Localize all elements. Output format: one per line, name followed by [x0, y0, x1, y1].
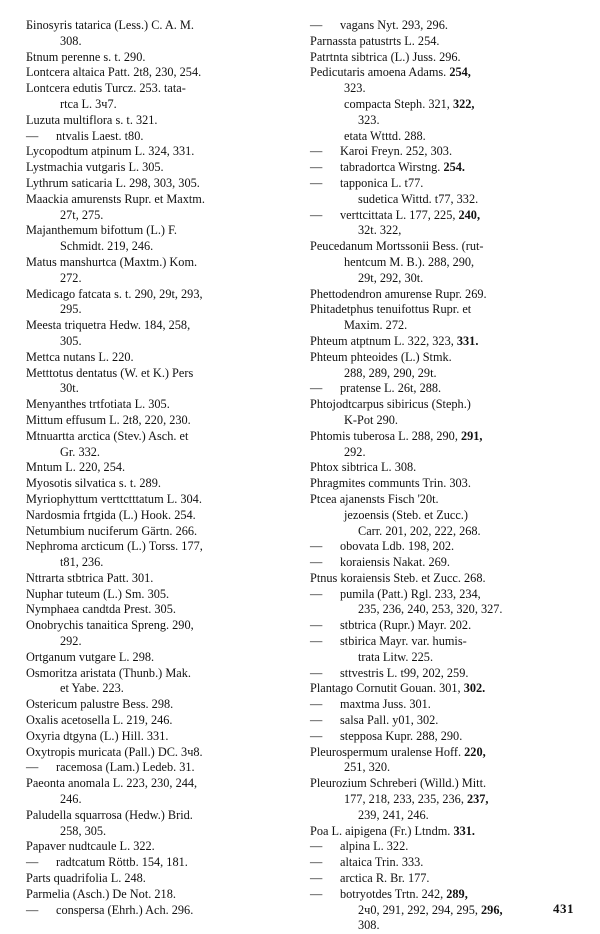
entry-text: Lontcera edutis Turcz. 253. tata- — [26, 81, 186, 96]
dash-marker: — — [310, 728, 323, 743]
entry-text: 2ч0, 291, 292, 294, 295, — [358, 902, 482, 917]
entry-text: Osmoritza aristata (Thunb.) Mak. — [26, 665, 191, 680]
index-entry — [310, 666, 572, 681]
entry-text: Oxalis acetosella L. 219, 246. — [26, 713, 173, 728]
entry-text: Maxim. 272. — [344, 318, 408, 333]
index-entry — [26, 666, 288, 681]
entry-text: Carr. 201, 202, 222, 268. — [358, 523, 481, 538]
index-entry — [26, 539, 288, 554]
entry-text: jezoensis (Steb. et Zucc.) — [344, 507, 468, 522]
entry-text: Parts quadrifolia L. 248. — [26, 871, 146, 886]
entry-text-bold: 254, — [449, 65, 471, 80]
index-entry — [26, 729, 288, 744]
entry-text: Lystmachia vutgaris L. 305. — [26, 160, 164, 175]
entry-text: alpina L. 322. — [340, 839, 409, 854]
index-entry — [26, 129, 288, 144]
entry-text: obovata Ldb. 198, 202. — [340, 539, 455, 554]
entry-text: Ptcea ajanensts Fisch '20t. — [310, 491, 439, 506]
index-entry — [26, 571, 288, 586]
index-entry — [26, 650, 288, 665]
index-entry — [310, 129, 572, 144]
index-entry — [310, 192, 572, 207]
entry-text: stepposa Kupr. 288, 290. — [340, 728, 463, 743]
index-entry — [26, 192, 288, 207]
index-entry — [310, 413, 572, 428]
index-entry — [310, 855, 572, 870]
index-entry — [26, 366, 288, 381]
index-entry — [26, 697, 288, 712]
dash-marker: — — [310, 697, 323, 712]
index-entry — [310, 334, 572, 349]
entry-text: Meesta triquetra Hedw. 184, 258, — [26, 318, 191, 333]
index-entry — [26, 208, 288, 223]
entry-text: 272. — [60, 270, 82, 285]
index-entry — [310, 713, 572, 728]
entry-text: Ostericum palustre Bess. 298. — [26, 697, 174, 712]
index-entry — [26, 429, 288, 444]
entry-text-bold: 220, — [464, 744, 486, 759]
index-entry — [26, 508, 288, 523]
entry-text: Nardosmia frtgida (L.) Hook. 254. — [26, 507, 196, 522]
entry-text: Nephroma arcticum (L.) Torss. 177, — [26, 539, 203, 554]
entry-text: 239, 241, 246. — [358, 807, 429, 822]
index-entry — [26, 50, 288, 65]
index-entry — [310, 350, 572, 365]
entry-text-bold: 291, — [460, 428, 483, 443]
entry-text: et Yabe. 223. — [60, 681, 124, 696]
index-entry — [310, 839, 572, 854]
entry-text: Pedicutaris amoena Adams. — [310, 65, 450, 80]
entry-text: 246. — [60, 792, 82, 807]
dash-marker: — — [310, 539, 323, 554]
entry-text: 251, 320. — [344, 760, 391, 775]
index-entry — [26, 492, 288, 507]
index-entry — [310, 176, 572, 191]
entry-text: 308. — [60, 33, 82, 48]
index-entry — [310, 650, 572, 665]
index-entry — [310, 555, 572, 570]
entry-text: Phragmites communts Trin. 303. — [310, 476, 471, 491]
entry-text: 258, 305. — [60, 823, 107, 838]
entry-text: 177, 218, 233, 235, 236, — [344, 792, 467, 807]
entry-text: K-Pot 290. — [344, 412, 398, 427]
index-entry — [26, 887, 288, 902]
entry-text: Ptnus koraiensis Steb. et Zucc. 268. — [310, 570, 486, 585]
entry-text-bold: 289, — [446, 886, 468, 901]
entry-text: Nuphar tuteum (L.) Sm. 305. — [26, 586, 170, 601]
dash-marker: — — [26, 128, 39, 143]
entry-text: Gr. 332. — [60, 444, 100, 459]
entry-text: Papaver nudtcaule L. 322. — [26, 839, 155, 854]
entry-text: 292. — [344, 444, 366, 459]
index-entry — [26, 903, 288, 918]
index-entry — [26, 160, 288, 175]
index-entry — [26, 318, 288, 333]
index-entry — [26, 350, 288, 365]
index-entry — [26, 302, 288, 317]
entry-text: verttcittata L. 177, 225, — [340, 207, 459, 222]
dash-marker: — — [310, 713, 323, 728]
entry-text: Onobrychis tanaitica Spreng. 290, — [26, 618, 194, 633]
entry-text: trata Litw. 225. — [358, 649, 434, 664]
index-entry — [310, 302, 572, 317]
entry-text: Myriophyttum verttctttatum L. 304. — [26, 491, 202, 506]
dash-marker: — — [310, 18, 323, 32]
entry-text: stbirica Mayr. var. humis- — [340, 634, 467, 649]
index-entry — [310, 697, 572, 712]
entry-text: Mtnuartta arctica (Stev.) Asch. et — [26, 428, 189, 443]
entry-text: Paeonta anomala L. 223, 230, 244, — [26, 776, 198, 791]
entry-text: Бinosyris tatarica (Less.) C. A. M. — [26, 18, 194, 32]
index-entry — [26, 144, 288, 159]
entry-text: 27t, 275. — [60, 207, 104, 222]
entry-text-bold: 302. — [463, 681, 486, 696]
entry-text: Parnassta patustrts L. 254. — [310, 33, 440, 48]
index-entry — [310, 460, 572, 475]
entry-text: 305. — [60, 333, 82, 348]
index-entry — [26, 18, 288, 33]
index-entry — [310, 524, 572, 539]
index-entry — [26, 792, 288, 807]
index-entry — [310, 476, 572, 491]
index-entry — [310, 587, 572, 602]
index-entry — [26, 555, 288, 570]
index-entry — [310, 792, 572, 807]
entry-text: stbtrica (Rupr.) Mayr. 202. — [340, 618, 472, 633]
index-entry — [310, 808, 572, 823]
entry-text: vagans Nyt. 293, 296. — [340, 18, 448, 32]
entry-text: Phtox sibtrica L. 308. — [310, 460, 417, 475]
entry-text: Phteum phteoides (L.) Stmk. — [310, 349, 452, 364]
dash-marker: — — [26, 760, 39, 775]
entry-text: Matus manshurtca (Maxtm.) Kom. — [26, 254, 198, 269]
index-entry — [26, 113, 288, 128]
entry-text: 235, 236, 240, 253, 320, 327. — [358, 602, 503, 617]
entry-text: botryotdes Trtn. 242, — [340, 886, 447, 901]
index-entry — [26, 287, 288, 302]
index-entry — [310, 492, 572, 507]
index-entry — [26, 397, 288, 412]
entry-text-bold: 322, — [452, 96, 475, 111]
entry-text: Myosotis silvatica s. t. 289. — [26, 476, 161, 491]
entry-text: Phtomis tuberosa L. 288, 290, — [310, 428, 461, 443]
entry-text-bold: 331. — [453, 823, 475, 838]
index-entry — [310, 918, 572, 933]
dash-marker: — — [310, 175, 323, 190]
index-entry — [310, 729, 572, 744]
entry-text-bold: 296, — [481, 902, 503, 917]
entry-text: compacta Steph. 321, — [344, 96, 453, 111]
index-entry — [310, 208, 572, 223]
index-entry — [26, 460, 288, 475]
dash-marker: — — [310, 586, 323, 601]
index-entry — [26, 824, 288, 839]
entry-text: 308. — [358, 918, 380, 933]
entry-text: conspersa (Ehrh.) Ach. 296. — [56, 902, 194, 917]
entry-text: radtcatum Röttb. 154, 181. — [56, 855, 188, 870]
entry-text: Nttrarta stbtrica Patt. 301. — [26, 570, 154, 585]
entry-text: tabradortca Wirstng. — [340, 160, 444, 175]
index-entry — [310, 445, 572, 460]
entry-text: Pleurospermum uralense Hoff. — [310, 744, 465, 759]
index-entry — [26, 745, 288, 760]
entry-text: Paludella squarrosa (Hedw.) Brid. — [26, 807, 193, 822]
index-entry — [310, 539, 572, 554]
index-entry — [26, 97, 288, 112]
entry-text: Metttotus dentatus (W. et K.) Pers — [26, 365, 194, 380]
entry-text: koraiensis Nakat. 269. — [340, 555, 450, 570]
entry-text-bold: 254. — [443, 160, 465, 175]
entry-text: Lontcera altaica Patt. 2t8, 230, 254. — [26, 65, 202, 80]
entry-text: pratense L. 26t, 288. — [340, 381, 442, 396]
entry-text-bold: 240, — [458, 207, 481, 222]
dash-marker: — — [310, 555, 323, 570]
entry-text: Mntum L. 220, 254. — [26, 460, 126, 475]
index-entry — [26, 445, 288, 460]
index-entry — [26, 81, 288, 96]
entry-text: Parmelia (Asch.) De Not. 218. — [26, 886, 176, 901]
index-entry — [310, 618, 572, 633]
entry-text: Pleurozium Schreberi (Willd.) Mitt. — [310, 776, 487, 791]
entry-text-bold: 237, — [466, 792, 489, 807]
entry-text: maxtma Juss. 301. — [340, 697, 431, 712]
index-entry — [310, 760, 572, 775]
index-entry — [310, 318, 572, 333]
index-entry — [310, 287, 572, 302]
page-number: 431 — [553, 901, 574, 916]
dash-marker: — — [310, 618, 323, 633]
index-entry — [310, 97, 572, 112]
dash-marker: — — [310, 160, 323, 175]
index-entry — [310, 160, 572, 175]
index-entry — [26, 634, 288, 649]
index-entry — [26, 239, 288, 254]
index-entry — [26, 476, 288, 491]
entry-text: hentcum M. B.). 288, 290, — [344, 254, 475, 269]
index-entry — [26, 65, 288, 80]
index-entry — [26, 223, 288, 238]
entry-text: Maackia amurensts Rupr. et Maxtm. — [26, 191, 205, 206]
dash-marker: — — [310, 634, 323, 649]
entry-text: Phitadetphus tenuifottus Rupr. et — [310, 302, 472, 317]
dash-marker: — — [310, 665, 323, 680]
index-entry — [310, 887, 572, 902]
index-entry — [26, 760, 288, 775]
index-entry — [26, 271, 288, 286]
entry-text: Бtnum perenne s. t. 290. — [26, 49, 146, 64]
entry-text-bold: 331. — [456, 333, 479, 348]
entry-text: tapponica L. t77. — [340, 175, 424, 190]
index-entry — [26, 839, 288, 854]
index-entry — [310, 602, 572, 617]
index-entry — [310, 871, 572, 886]
index-entry — [310, 745, 572, 760]
dash-marker: — — [310, 144, 323, 159]
entry-text: Karoi Freyn. 252, 303. — [340, 144, 453, 159]
dash-marker: — — [310, 381, 323, 396]
index-entry — [26, 176, 288, 191]
index-entry — [26, 713, 288, 728]
index-entry — [310, 903, 572, 918]
index-entry — [310, 366, 572, 381]
entry-text: Lythrum saticaria L. 298, 303, 305. — [26, 175, 200, 190]
entry-text: 30t. — [60, 381, 79, 396]
index-entry — [310, 824, 572, 839]
index-entry — [310, 255, 572, 270]
dash-marker: — — [310, 839, 323, 854]
entry-text: Plantago Cornutit Gouan. 301, — [310, 681, 464, 696]
dash-marker: — — [310, 855, 323, 870]
entry-text: Mettca nutans L. 220. — [26, 349, 134, 364]
entry-text: Menyanthes trtfotiata L. 305. — [26, 397, 170, 412]
index-entry — [26, 602, 288, 617]
entry-text: Lycopodtum atpinum L. 324, 331. — [26, 144, 195, 159]
entry-text: rtca L. 3ч7. — [60, 96, 117, 111]
index-entry — [26, 681, 288, 696]
index-entry — [310, 429, 572, 444]
index-entry — [310, 681, 572, 696]
index-entry — [310, 223, 572, 238]
index-entry — [26, 381, 288, 396]
entry-text: Patrtnta sibtrica (L.) Juss. 296. — [310, 49, 461, 64]
entry-text: t81, 236. — [60, 555, 104, 570]
index-entry — [310, 508, 572, 523]
index-entry — [310, 271, 572, 286]
index-entry — [26, 334, 288, 349]
entry-text: racemosa (Lam.) Ledeb. 31. — [56, 760, 195, 775]
entry-text: Luzuta multiflora s. t. 321. — [26, 112, 158, 127]
entry-text: Netumbium nuciferum Gärtn. 266. — [26, 523, 198, 538]
index-entry — [310, 113, 572, 128]
entry-text: Majanthemum bifottum (L.) F. — [26, 223, 177, 238]
index-entry — [26, 413, 288, 428]
dash-marker: — — [310, 871, 323, 886]
dash-marker: — — [26, 902, 39, 917]
entry-text: Nymphaea candtda Prest. 305. — [26, 602, 176, 617]
entry-text: etata Wtttd. 288. — [344, 128, 426, 143]
index-entry — [26, 524, 288, 539]
entry-text: Phettodendron amurense Rupr. 269. — [310, 286, 487, 301]
entry-text: altaica Trin. 333. — [340, 855, 424, 870]
index-entry — [310, 34, 572, 49]
index-entry — [310, 571, 572, 586]
dash-marker: — — [26, 855, 39, 870]
entry-text: Peucedanum Mortssonii Bess. (rut- — [310, 239, 484, 254]
index-entry — [26, 255, 288, 270]
entry-text: sudetica Wittd. t77, 332. — [358, 191, 479, 206]
index-entry — [26, 34, 288, 49]
entry-text: Mittum effusum L. 2t8, 220, 230. — [26, 412, 191, 427]
entry-text: Poa L. aipigena (Fr.) Ltndm. — [310, 823, 454, 838]
dash-marker: — — [310, 886, 323, 901]
entry-text: Ortganum vutgare L. 298. — [26, 649, 155, 664]
index-entry — [26, 776, 288, 791]
entry-text: 288, 289, 290, 29t. — [344, 365, 437, 380]
entry-text: Oxytropis muricata (Pall.) DC. 3ч8. — [26, 744, 203, 759]
index-entry — [310, 50, 572, 65]
index-entry — [310, 397, 572, 412]
index-entry — [310, 381, 572, 396]
entry-text: arctica R. Br. 177. — [340, 871, 430, 886]
entry-text: 323. — [358, 112, 380, 127]
index-entry — [26, 855, 288, 870]
index-entry — [310, 18, 572, 33]
index-entry — [310, 634, 572, 649]
index-entry — [310, 144, 572, 159]
index-entry — [26, 618, 288, 633]
entry-text: 323. — [344, 81, 366, 96]
entry-text: salsa Pall. у01, 302. — [340, 713, 439, 728]
dash-marker: — — [310, 207, 323, 222]
entry-text: ntvalis Laest. t80. — [56, 128, 144, 143]
left-column — [26, 18, 288, 917]
index-entry — [26, 808, 288, 823]
entry-text: 32t. 322, — [358, 223, 402, 238]
index-entry — [26, 587, 288, 602]
index-entry — [310, 776, 572, 791]
index-entry — [26, 871, 288, 886]
entry-text: 292. — [60, 634, 82, 649]
index-entry — [310, 65, 572, 80]
entry-text: Oxyria dtgyna (L.) Hill. 331. — [26, 728, 169, 743]
entry-text: 29t, 292, 30t. — [358, 270, 424, 285]
entry-text: Phtojodtcarpus sibiricus (Steph.) — [310, 397, 471, 412]
entry-text: sttvestris L. t99, 202, 259. — [340, 665, 469, 680]
index-entry — [310, 239, 572, 254]
entry-text: pumila (Patt.) Rgl. 233, 234, — [340, 586, 481, 601]
entry-text: Phteum atptnum L. 322, 323, — [310, 333, 457, 348]
entry-text: 295. — [60, 302, 82, 317]
index-entry — [310, 81, 572, 96]
entry-text: Medicago fatcata s. t. 290, 29t, 293, — [26, 286, 203, 301]
entry-text: Schmidt. 219, 246. — [60, 239, 154, 254]
